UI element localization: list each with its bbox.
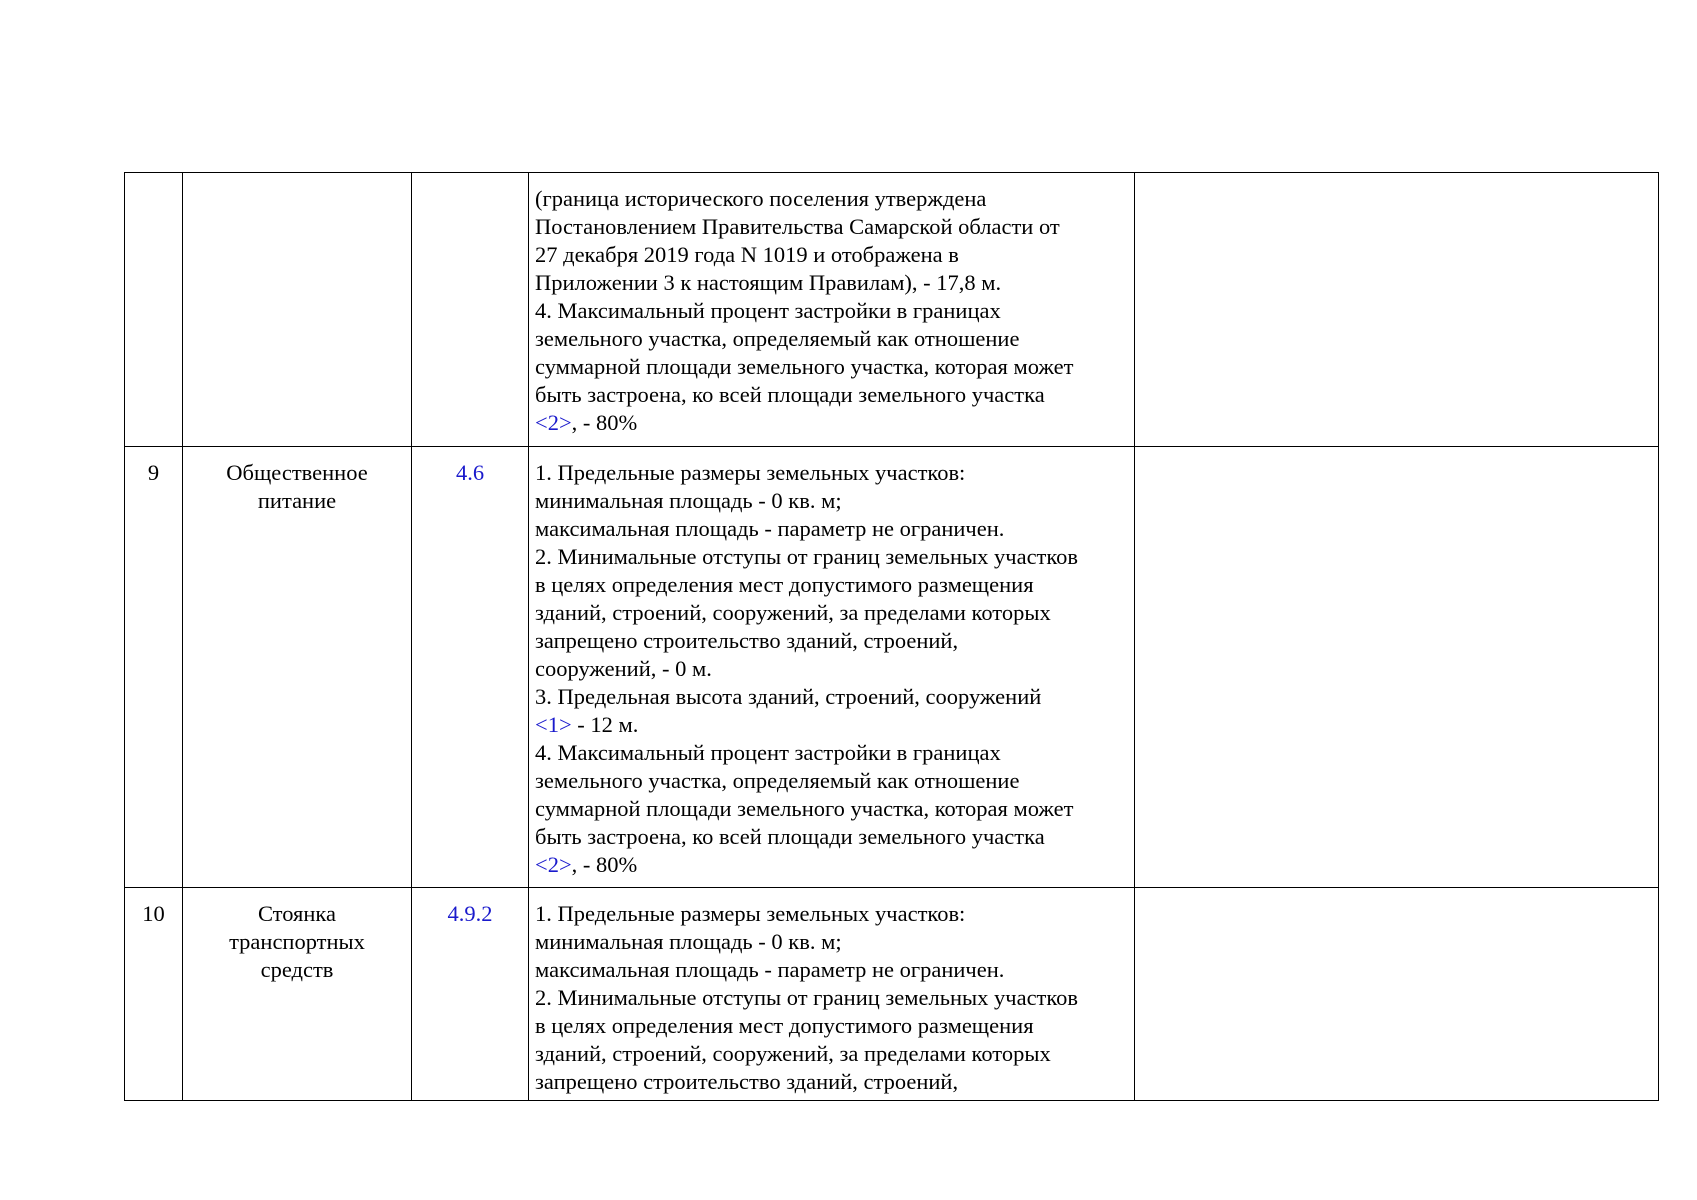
- parameter-text: 4. Максимальный процент застройки в границах: [535, 740, 1001, 765]
- parameter-line: [535, 599, 1130, 627]
- parameters-cell: [529, 447, 1135, 888]
- parameter-line: [535, 353, 1130, 381]
- use-type-name-line: транспортных: [229, 929, 365, 954]
- parameter-line: [535, 459, 1130, 487]
- table-row: [125, 888, 1659, 1101]
- parameter-line: [535, 795, 1130, 823]
- row-number: 9: [147, 460, 160, 485]
- parameter-line: [535, 185, 1130, 213]
- parameter-text: Постановлением Правительства Самарской области от: [535, 214, 1060, 239]
- parameter-text: 4. Максимальный процент застройки в границах: [535, 298, 1001, 323]
- parameter-line: [535, 269, 1130, 297]
- parameter-text: запрещено строительство зданий, строений,: [535, 1069, 959, 1094]
- parameter-text: земельного участка, определяемый как отношение: [535, 326, 1020, 351]
- parameter-text: земельного участка, определяемый как отношение: [535, 768, 1020, 793]
- parameter-line: [535, 767, 1130, 795]
- parameter-text: суммарной площади земельного участка, которая может: [535, 354, 1074, 379]
- parameter-line: [535, 900, 1130, 928]
- classifier-code-cell: [412, 173, 529, 447]
- row-number-cell: [125, 173, 183, 447]
- parameter-text: 3. Предельная высота зданий, строений, сооружений: [535, 684, 1042, 709]
- parameter-text: 27 декабря 2019 года N 1019 и отображена в: [535, 242, 959, 267]
- use-type-name-cell: [183, 173, 412, 447]
- parameter-text: 1. Предельные размеры земельных участков:: [535, 901, 966, 926]
- footnote-link[interactable]: <2>: [535, 410, 572, 435]
- use-type-name-cell: [183, 888, 412, 1101]
- notes-cell: [1135, 888, 1659, 1101]
- parameter-text: 1. Предельные размеры земельных участков:: [535, 460, 966, 485]
- parameter-text: минимальная площадь - 0 кв. м;: [535, 488, 842, 513]
- classifier-code-cell: [412, 447, 529, 888]
- parameter-text: в целях определения мест допустимого размещения: [535, 1013, 1034, 1038]
- classifier-code-link[interactable]: 4.6: [455, 460, 485, 485]
- parameter-line: [535, 823, 1130, 851]
- zoning-table: [124, 172, 1659, 1101]
- parameter-line: [535, 928, 1130, 956]
- footnote-link[interactable]: <2>: [535, 852, 572, 877]
- parameter-text: , - 80%: [571, 852, 638, 877]
- row-number: 10: [142, 901, 165, 926]
- footnote-link[interactable]: <1>: [535, 712, 572, 737]
- parameter-text: максимальная площадь - параметр не ограничен.: [535, 516, 1005, 541]
- parameter-line: [535, 1012, 1130, 1040]
- table-body: [125, 173, 1659, 1101]
- parameter-line: [535, 409, 1130, 437]
- table-row: [125, 173, 1659, 447]
- row-number-cell: [125, 447, 183, 888]
- parameter-line: [535, 956, 1130, 984]
- parameter-text: сооружений, - 0 м.: [535, 656, 712, 681]
- parameter-line: [535, 627, 1130, 655]
- parameter-text: минимальная площадь - 0 кв. м;: [535, 929, 842, 954]
- parameter-line: [535, 325, 1130, 353]
- parameters-cell: [529, 888, 1135, 1101]
- use-type-name-line: питание: [257, 488, 337, 513]
- parameter-text: в целях определения мест допустимого размещения: [535, 572, 1034, 597]
- parameter-line: [535, 543, 1130, 571]
- parameter-text: , - 80%: [571, 410, 638, 435]
- parameter-text: зданий, строений, сооружений, за пределами которых: [535, 1041, 1051, 1066]
- parameter-line: [535, 571, 1130, 599]
- use-type-name-line: Общественное: [226, 460, 368, 485]
- parameter-text: суммарной площади земельного участка, которая может: [535, 796, 1074, 821]
- notes-cell: [1135, 447, 1659, 888]
- row-number-cell: [125, 888, 183, 1101]
- use-type-name-cell: [183, 447, 412, 888]
- notes-cell: [1135, 173, 1659, 447]
- parameter-line: [535, 297, 1130, 325]
- parameter-line: [535, 487, 1130, 515]
- parameter-line: [535, 851, 1130, 879]
- parameter-text: быть застроена, ко всей площади земельного участка: [535, 382, 1045, 407]
- parameter-line: [535, 711, 1130, 739]
- parameter-line: [535, 1068, 1130, 1096]
- parameter-text: быть застроена, ко всей площади земельного участка: [535, 824, 1045, 849]
- classifier-code-cell: [412, 888, 529, 1101]
- parameter-line: [535, 739, 1130, 767]
- parameter-line: [535, 984, 1130, 1012]
- parameter-line: [535, 381, 1130, 409]
- parameter-line: [535, 515, 1130, 543]
- parameter-line: [535, 655, 1130, 683]
- parameter-text: максимальная площадь - параметр не ограничен.: [535, 957, 1005, 982]
- parameter-text: 2. Минимальные отступы от границ земельных участков: [535, 544, 1079, 569]
- table-row: [125, 447, 1659, 888]
- use-type-name-line: Стоянка: [257, 901, 337, 926]
- parameter-text: Приложении 3 к настоящим Правилам), - 17,8 м.: [535, 270, 1002, 295]
- parameter-text: (граница исторического поселения утверждена: [535, 186, 987, 211]
- parameter-line: [535, 1040, 1130, 1068]
- parameter-line: [535, 213, 1130, 241]
- classifier-code-link[interactable]: 4.9.2: [447, 901, 493, 926]
- parameter-text: зданий, строений, сооружений, за пределами которых: [535, 600, 1051, 625]
- parameter-line: [535, 683, 1130, 711]
- parameter-line: [535, 241, 1130, 269]
- parameter-text: - 12 м.: [571, 712, 639, 737]
- use-type-name-line: средств: [260, 957, 334, 982]
- parameter-text: запрещено строительство зданий, строений,: [535, 628, 959, 653]
- parameters-cell: [529, 173, 1135, 447]
- parameter-text: 2. Минимальные отступы от границ земельных участков: [535, 985, 1079, 1010]
